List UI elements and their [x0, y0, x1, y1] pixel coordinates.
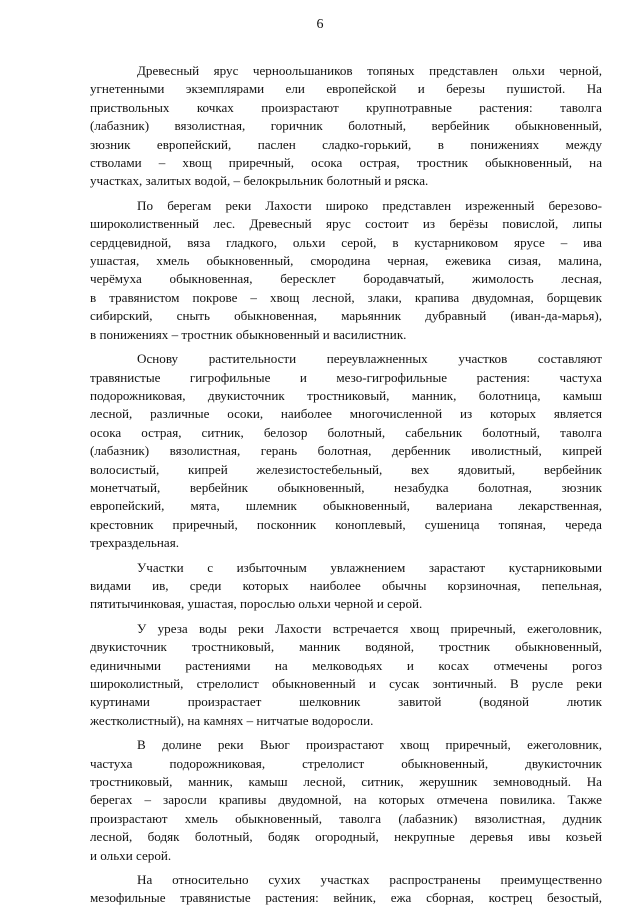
paragraph-willow-thickets — [90, 559, 602, 614]
text-line: волосистый, кипрей железистостебельный, вех ядовитый, вербейник — [90, 461, 602, 477]
paragraph-black-alder-forests — [90, 62, 602, 191]
text-line: стволами – хвощ приречный, осока острая, тростник обыкновенный, на — [90, 155, 602, 171]
text-line: широколистный, стрелолист обыкновенный и сусак зонтичный. В русле реки — [90, 676, 602, 691]
text-line: единичными растениями на мелководьях и косах отмечены рогоз — [90, 657, 602, 673]
text-line: ушастая, хмель обыкновенный, смородина черная, ежевика сизая, малина, — [90, 253, 602, 269]
text-line: На относительно сухих участках распространены преимущественно — [137, 872, 602, 888]
text-line: (лабазник) вязолистная, горичник болотный, вербейник обыкновенный, — [90, 118, 602, 134]
paragraph-lakhost-waterline — [90, 620, 602, 730]
text-line: травянистые гигрофильные и мезо-гигрофильные растения: частуха — [90, 369, 602, 385]
text-line: трехраздельная. — [90, 535, 180, 551]
text-line: В долине реки Вьюг произрастают хвощ приречный, ежеголовник, — [137, 737, 602, 753]
text-line: зюзник европейский, паслен сладко-горький, в понижениях между — [90, 136, 602, 152]
text-line: Основу растительности переувлажненных участков составляют — [137, 351, 602, 367]
paragraph-wetland-vegetation — [90, 350, 602, 552]
paragraph-vyug-river-valley — [90, 736, 602, 865]
text-line: лесной, бодяк болотный, бодяк огородный, некрупные деревья ивы козьей — [90, 829, 602, 845]
text-line: видами ив, среди которых наиболее обычны корзиночная, пепельная, — [90, 577, 602, 593]
text-line: черёмуха обыкновенная, бересклет бородавчатый, жимолость лесная, — [90, 271, 602, 287]
text-line: (лабазник) вязолистная, герань болотная, дербенник иволистный, кипрей — [90, 443, 602, 459]
text-line: широколиственный лес. Древесный ярус состоит из берёзы повислой, липы — [90, 216, 602, 232]
text-line: берегах – заросли крапивы двудомной, на которых отмечена повилика. Также — [90, 792, 602, 808]
text-line: двукисточник тростниковый, манник водяной, тростник обыкновенный, — [90, 639, 602, 655]
text-line: Участки с избыточным увлажнением зарастают кустарниковыми — [137, 559, 602, 575]
text-line: приствольных кочках произрастают крупнотравные растения: таволга — [90, 99, 602, 115]
text-line: монетчатый, вербейник обыкновенный, незабудка болотная, зюзник — [90, 479, 602, 495]
text-line: мезофильные травянистые растения: вейник, ежа сборная, кострец безостый, — [90, 890, 602, 906]
text-line: куртинами произрастает шелковник завитой (водяной лютик — [90, 694, 602, 710]
text-line: крестовник приречный, посконник коноплевый, сушеница топяная, череда — [90, 516, 602, 532]
text-line: жестколистный), на камнях – нитчатые водоросли. — [90, 712, 374, 728]
text-line: пятитычинковая, ушастая, порослью ольхи черной и серой. — [90, 596, 423, 612]
text-line: в понижениях – тростник обыкновенный и василистник. — [90, 326, 407, 342]
paragraph-dry-areas — [90, 871, 602, 908]
page-number: 6 — [316, 17, 324, 32]
text-line: Древесный ярус черноольшаников топяных представлен ольхи черной, — [137, 63, 602, 78]
document-body — [90, 62, 602, 914]
text-line: сибирский, сныть обыкновенная, марьянник дубравный (иван-да-марья), — [90, 308, 602, 324]
text-line: сердцевидной, вяза гладкого, ольхи серой, в кустарниковом ярусе – ива — [90, 234, 602, 250]
text-line: подорожниковая, двукисточник тростниковый, манник, болотница, камыш — [90, 387, 602, 403]
text-line: угнетенными экземплярами ели европейской и березы пушистой. На — [90, 81, 602, 97]
text-line: произрастают хмель обыкновенный, таволга (лабазник) вязолистная, дудник — [90, 810, 602, 826]
paragraph-lakhost-river-banks — [90, 197, 602, 344]
text-line: тростниковый, манник, камыш лесной, ситник, жерушник земноводный. На — [90, 774, 602, 790]
text-line: участках, залитых водой, – белокрыльник болотный и ряска. — [90, 173, 429, 189]
text-line: У уреза воды реки Лахости встречается хвощ приречный, ежеголовник, — [137, 620, 602, 636]
text-line: осока острая, ситник, белозор болотный, сабельник болотный, таволга — [90, 424, 602, 440]
text-line: частуха подорожниковая, стрелолист обыкновенный, двукисточник — [90, 755, 602, 771]
text-line: и ольхи серой. — [90, 847, 172, 863]
text-line: в травянистом покрове – хвощ лесной, злаки, крапива двудомная, борщевик — [90, 289, 602, 305]
text-line: европейский, мята, шлемник обыкновенный, валериана лекарственная, — [90, 498, 602, 514]
text-line: лесной, различные осоки, наиболее многочисленной из которых является — [90, 406, 602, 422]
text-line: По берегам реки Лахости широко представлен изреженный березово- — [137, 197, 602, 213]
